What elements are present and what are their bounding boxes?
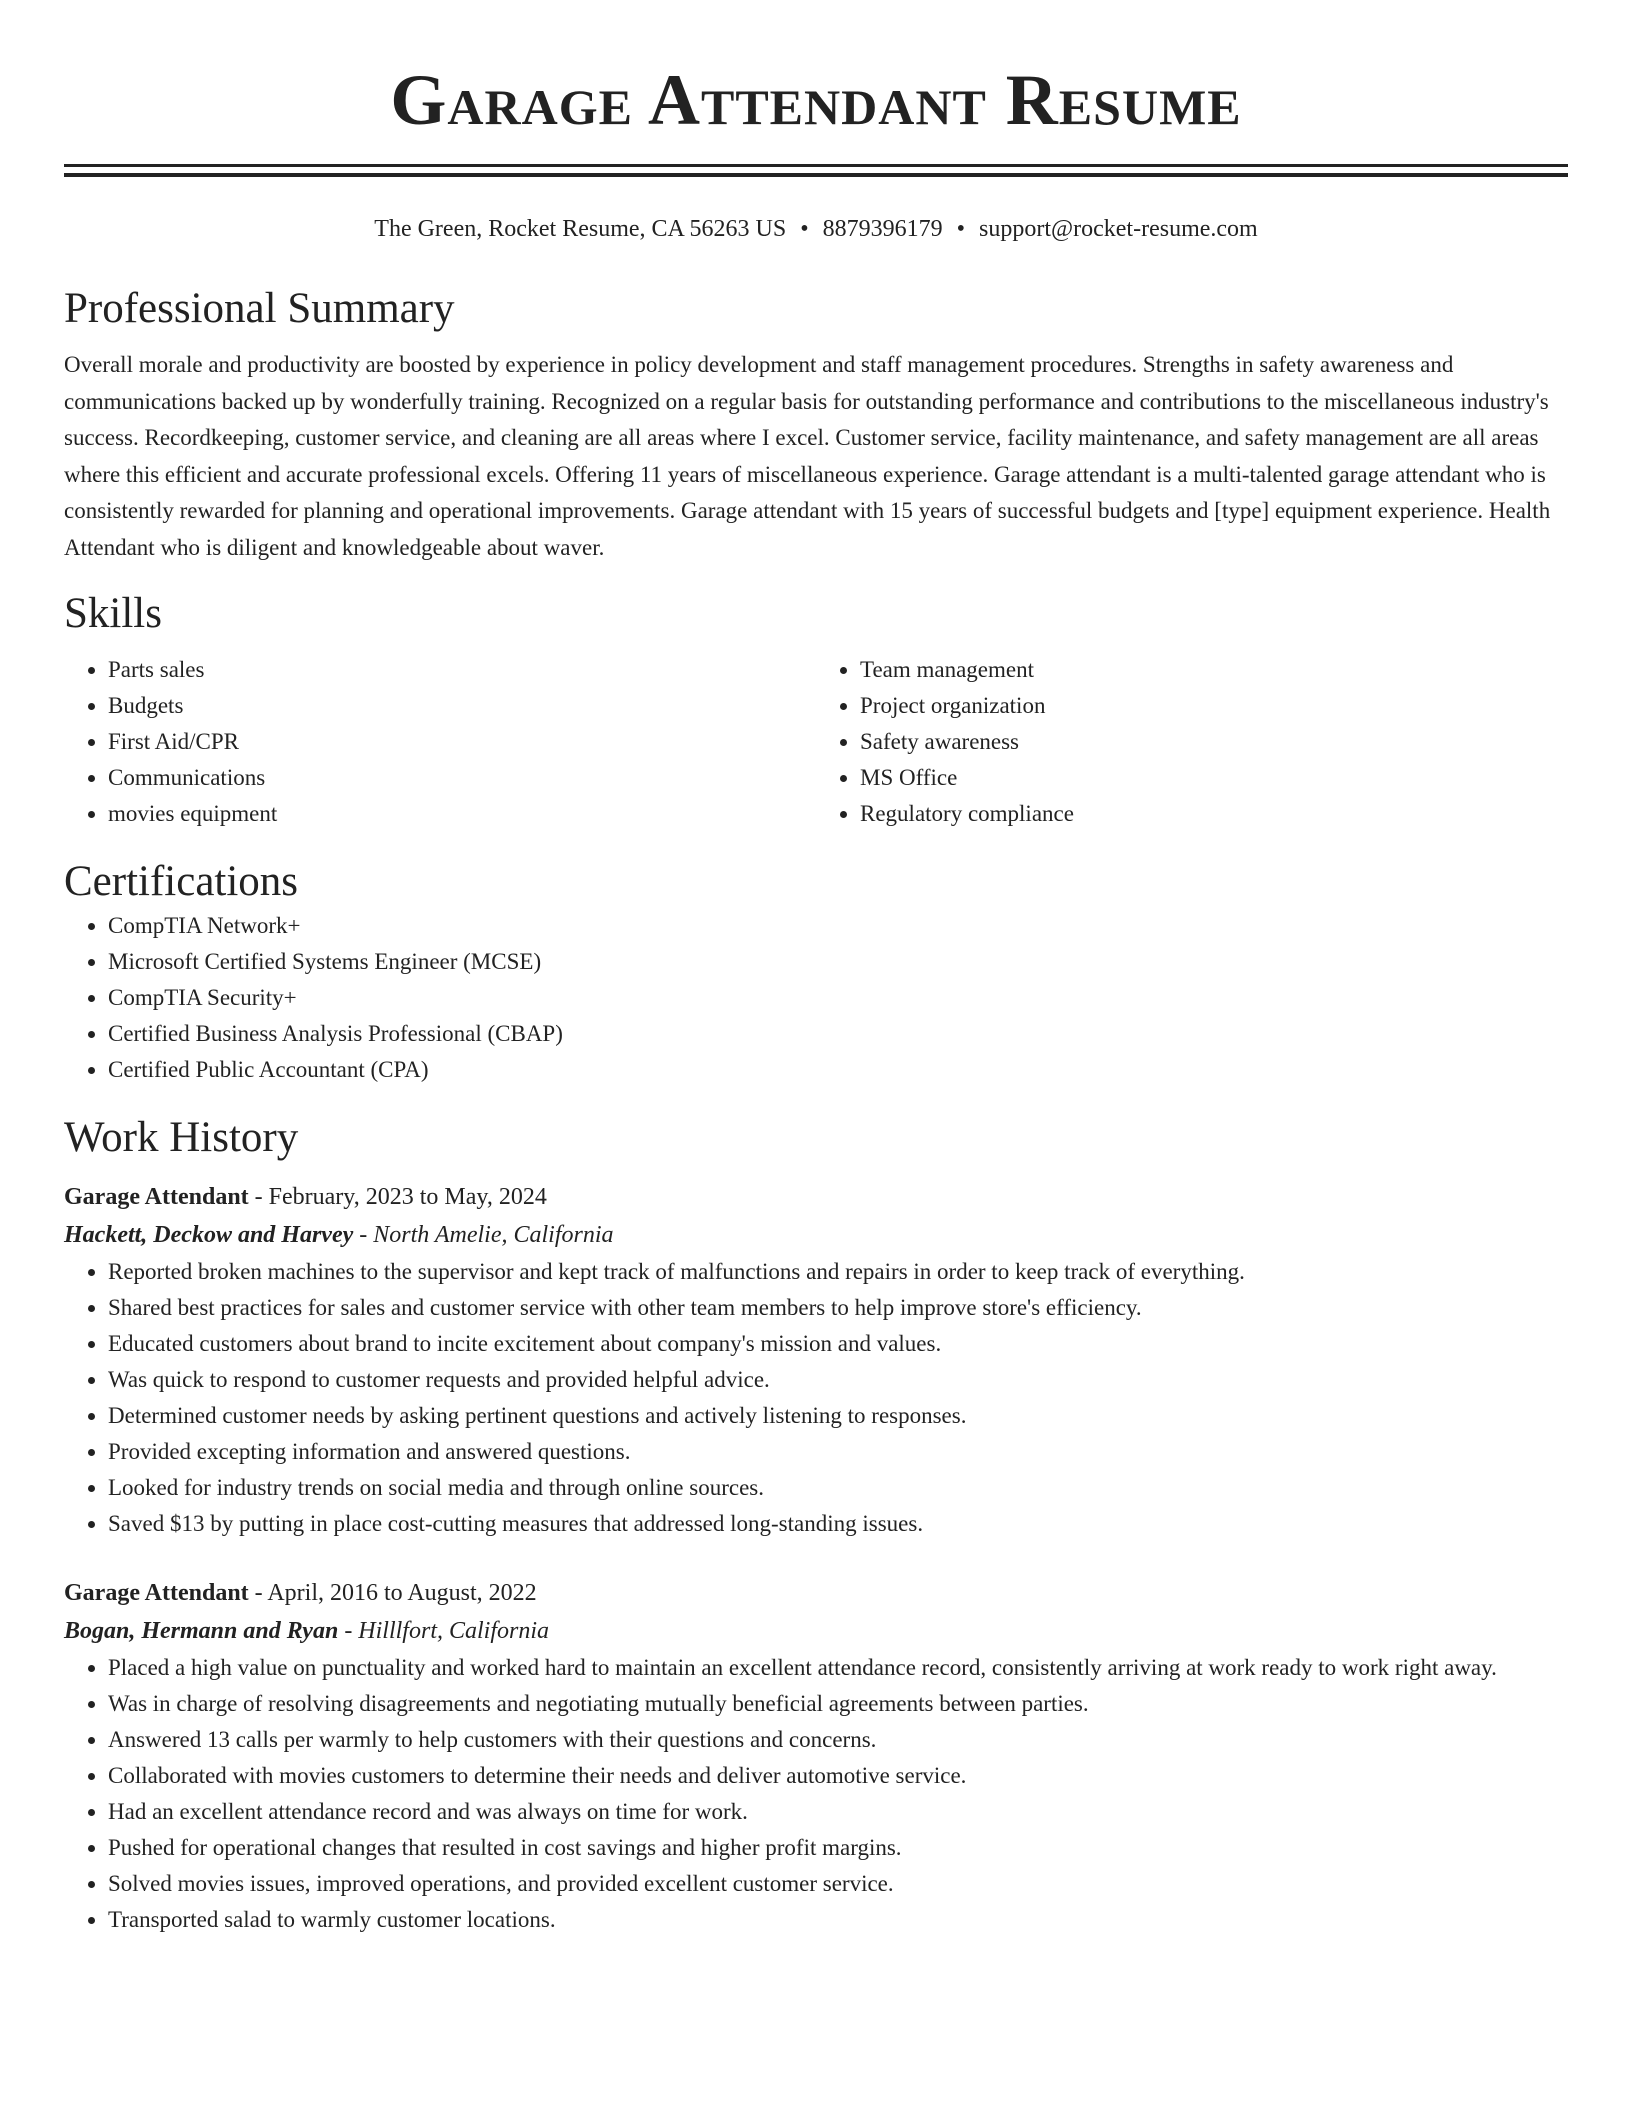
certifications-heading: Certifications: [64, 858, 299, 905]
contact-email: support@rocket-resume.com: [979, 216, 1258, 242]
certification-item: • CompTIA Network+: [108, 908, 1568, 944]
job-location: - Hilllfort, California: [338, 1618, 550, 1644]
job-duty-item: • Solved movies issues, improved operations, and provided excellent customer service.: [108, 1866, 1568, 1902]
contact-phone: 8879396179: [822, 216, 943, 242]
job-title: Garage Attendant: [64, 1184, 249, 1210]
job-duty-item: • Educated customers about brand to incite excitement about company's mission and values.: [108, 1326, 1568, 1362]
resume-title: Garage Attendant Resume: [390, 60, 1242, 140]
job-duty-item: • Answered 13 calls per warmly to help customers with their questions and concerns.: [108, 1722, 1568, 1758]
job-location: - North Amelie, California: [353, 1222, 614, 1248]
certification-item: • Certified Business Analysis Professional (CBAP): [108, 1016, 1568, 1052]
contact-separator: •: [956, 216, 966, 242]
skill-item: • Parts sales: [108, 652, 816, 688]
certification-item: • Microsoft Certified Systems Engineer (MCSE): [108, 944, 1568, 980]
skill-item: • Regulatory compliance: [860, 796, 1568, 832]
certifications-list: [64, 908, 1568, 1088]
job-duty-item: • Transported salad to warmly customer locations.: [108, 1902, 1568, 1938]
title-divider-top: [64, 164, 1568, 167]
job-duty-item: • Provided excepting information and answered questions.: [108, 1434, 1568, 1470]
title-divider-bottom: [64, 173, 1568, 177]
skill-item: • Project organization: [860, 688, 1568, 724]
skill-item: • movies equipment: [108, 796, 816, 832]
skill-item: • Budgets: [108, 688, 816, 724]
skills-columns: [64, 652, 1568, 832]
job-duty-item: • Reported broken machines to the supervisor and kept track of malfunctions and repairs in order to keep track of everything.: [108, 1254, 1568, 1290]
skill-item: • First Aid/CPR: [108, 724, 816, 760]
skills-column-left: [64, 652, 816, 832]
job-duty-item: • Had an excellent attendance record and was always on time for work.: [108, 1794, 1568, 1830]
job-dates: - April, 2016 to August, 2022: [248, 1580, 537, 1606]
certification-item: • CompTIA Security+: [108, 980, 1568, 1016]
job-header: [64, 1178, 1568, 1216]
job-company: Hackett, Deckow and Harvey: [64, 1222, 354, 1248]
job-header: [64, 1574, 1568, 1612]
contact-separator: •: [800, 216, 809, 242]
contact-address: The Green, Rocket Resume, CA 56263 US: [374, 216, 787, 242]
contact-line: [64, 213, 1568, 245]
skill-item: • Communications: [108, 760, 816, 796]
work-history-heading: Work History: [64, 1114, 299, 1161]
skill-item: • Safety awareness: [860, 724, 1568, 760]
job-company-line: [64, 1612, 1568, 1650]
skills-heading: Skills: [64, 590, 162, 637]
summary-heading: Professional Summary: [64, 285, 455, 332]
job-dates: - February, 2023 to May, 2024: [248, 1184, 547, 1210]
job-duty-item: • Placed a high value on punctuality and worked hard to maintain an excellent attendance record, consistently arriving at work ready to work right away.: [108, 1650, 1568, 1686]
job-duties-list: [64, 1254, 1568, 1542]
skill-item: • MS Office: [860, 760, 1568, 796]
job-duties-list: [64, 1650, 1568, 1938]
job-duty-item: • Looked for industry trends on social media and through online sources.: [108, 1470, 1568, 1506]
job-company-line: [64, 1216, 1568, 1254]
skills-list-right: [816, 652, 1568, 832]
job-duty-item: • Was quick to respond to customer requests and provided helpful advice.: [108, 1362, 1568, 1398]
job-title: Garage Attendant: [64, 1580, 249, 1606]
certification-item: • Certified Public Accountant (CPA): [108, 1052, 1568, 1088]
job-company: Bogan, Hermann and Ryan: [64, 1618, 339, 1644]
job-duty-item: • Pushed for operational changes that resulted in cost savings and higher profit margins.: [108, 1830, 1568, 1866]
skills-column-right: [816, 652, 1568, 832]
skills-list-left: [64, 652, 816, 832]
job-duty-item: • Saved $13 by putting in place cost-cutting measures that addressed long-standing issues.: [108, 1506, 1568, 1542]
job-duty-item: • Was in charge of resolving disagreements and negotiating mutually beneficial agreements between parties.: [108, 1686, 1568, 1722]
job-duty-item: • Determined customer needs by asking pertinent questions and actively listening to responses.: [108, 1398, 1568, 1434]
summary-text: Overall morale and productivity are boosted by experience in policy development and staff management procedures. Strengths in safety awareness and communications backed up by wonderfully training. Recognized on a regular basis for outstanding performance and contributions to the miscellaneous industry's success. Recordkeeping, customer service, and cleaning are all areas where I excel. Customer service, facility maintenance, and safety management are all areas where this efficient and accurate professional excels. Offering 11 years of miscellaneous experience. Garage attendant is a multi-talented garage attendant who is consistently rewarded for planning and operational improvements. Garage attendant with 15 years of successful budgets and [type] equipment experience. Health Attendant who is diligent and knowledgeable about waver.: [64, 352, 1551, 560]
skill-item: • Team management: [860, 652, 1568, 688]
job-duty-item: • Shared best practices for sales and customer service with other team members to help improve store's efficiency.: [108, 1290, 1568, 1326]
job-duty-item: • Collaborated with movies customers to determine their needs and deliver automotive service.: [108, 1758, 1568, 1794]
